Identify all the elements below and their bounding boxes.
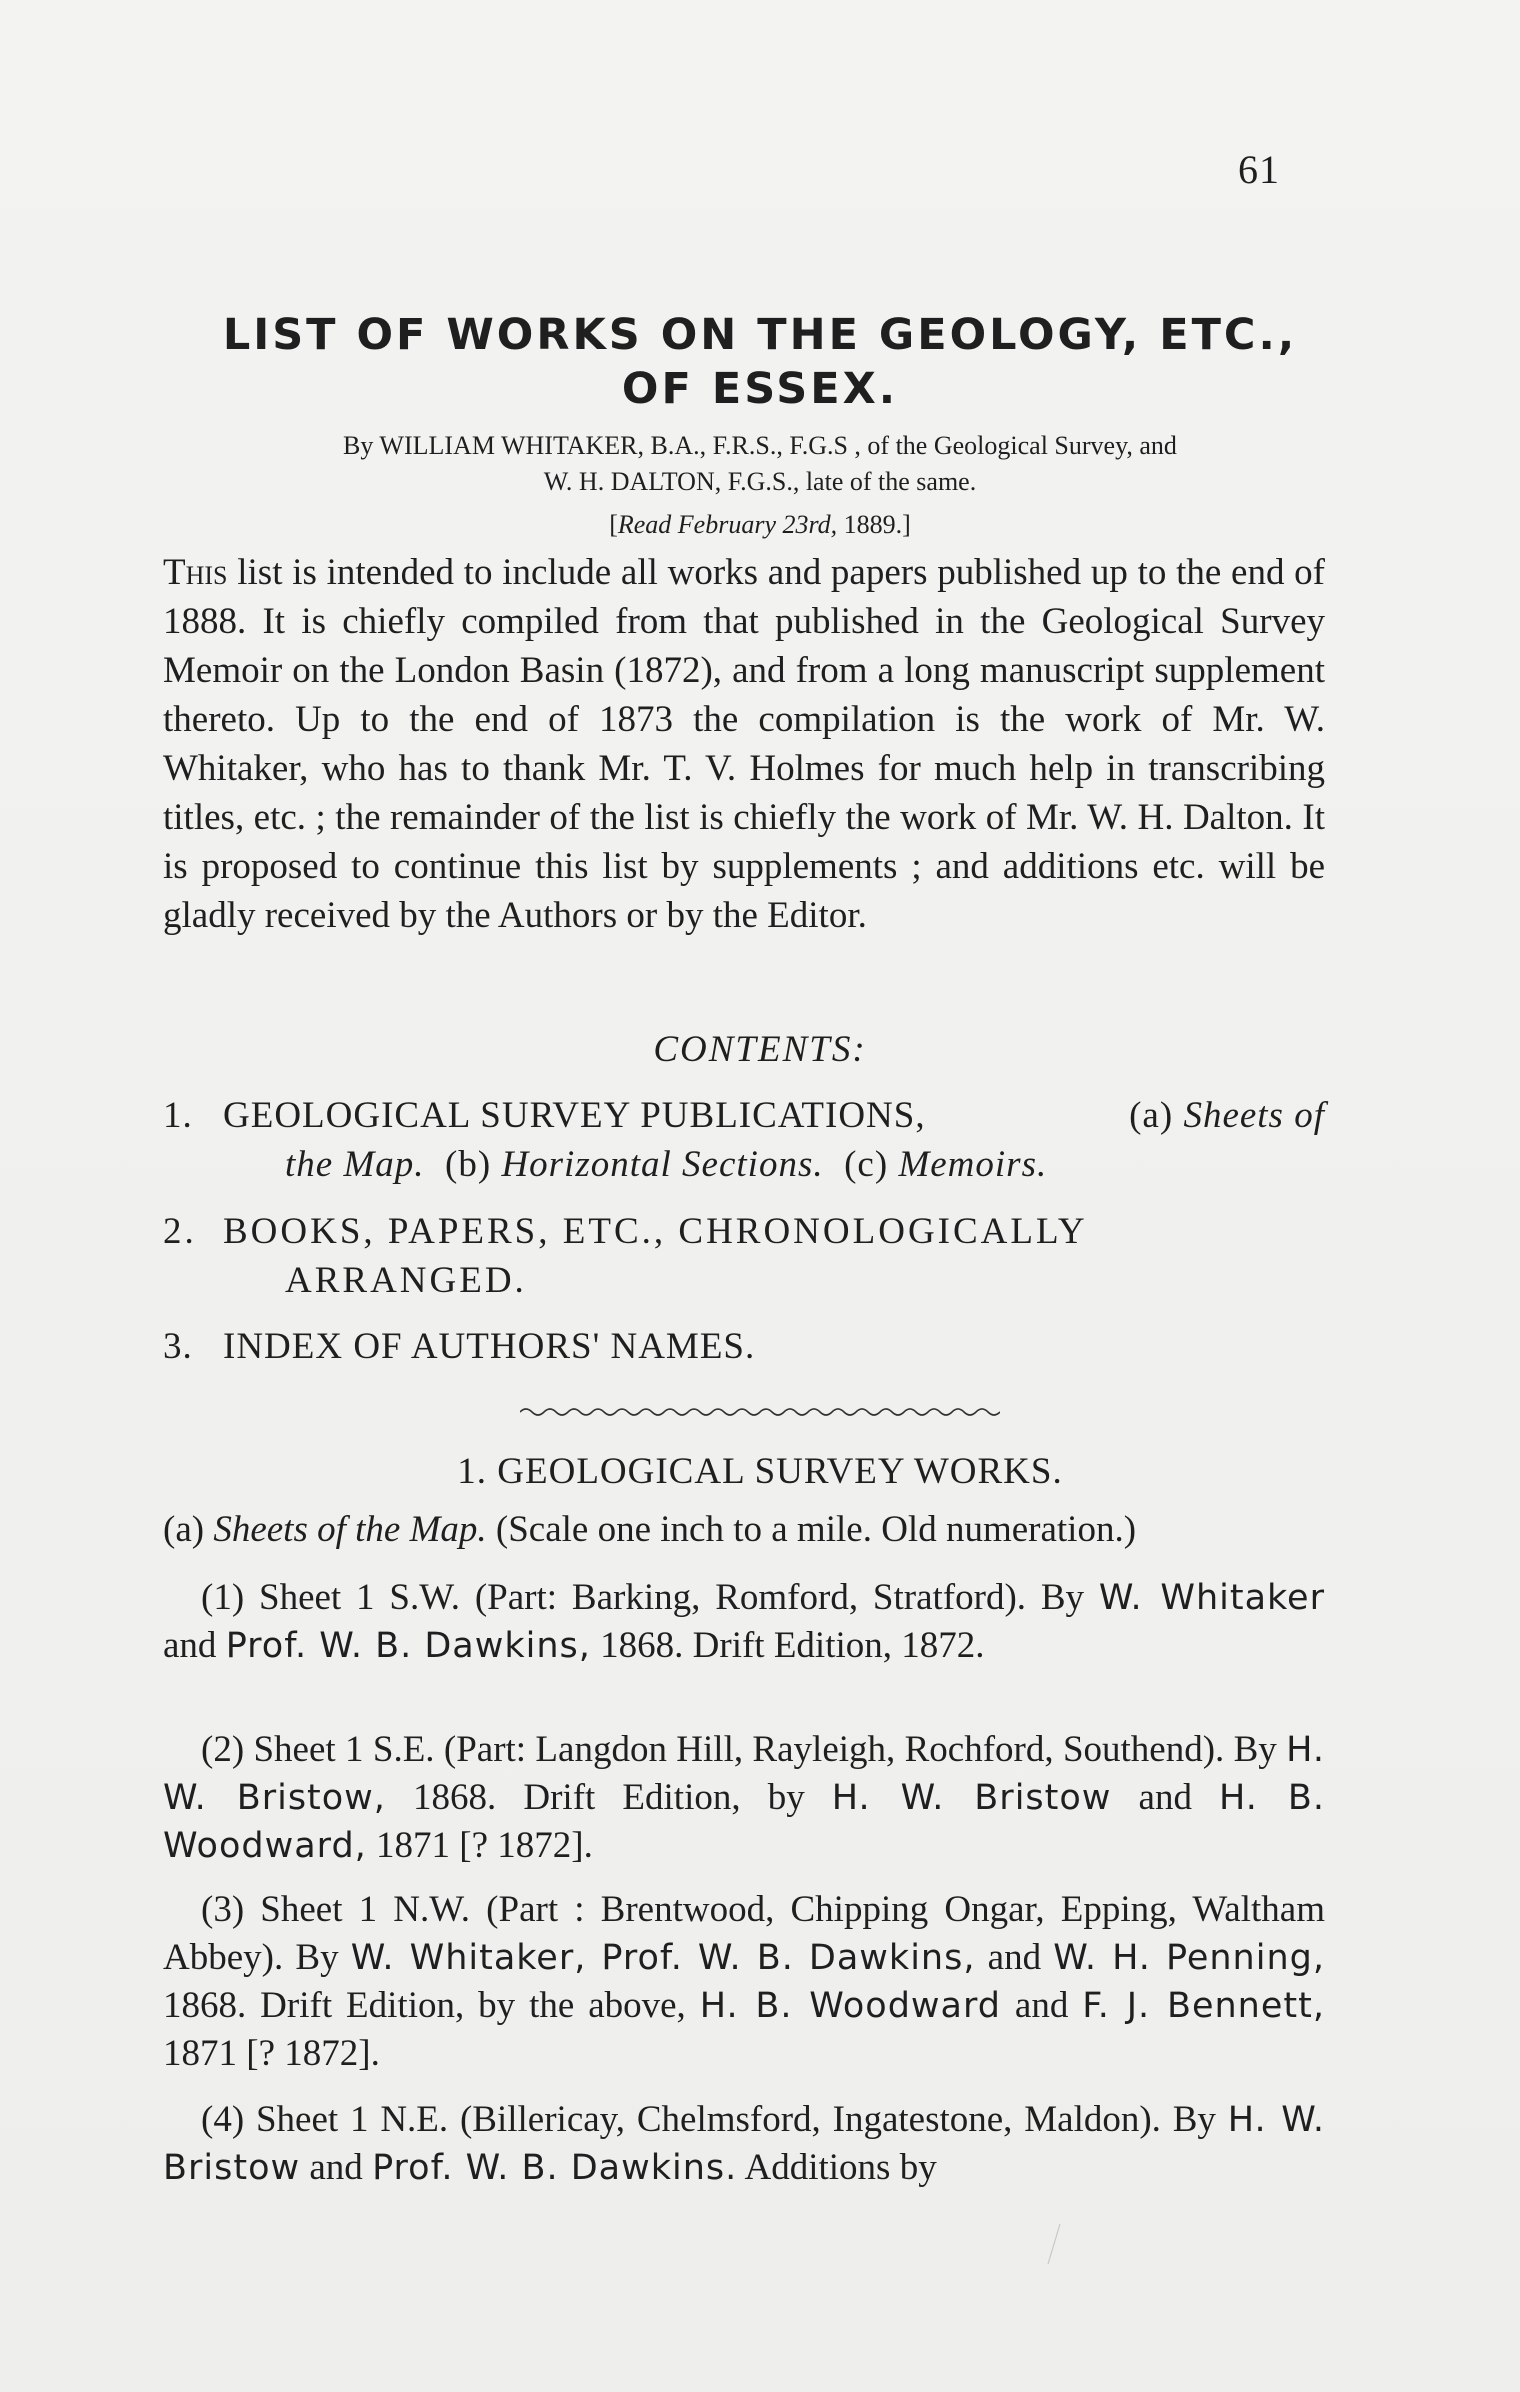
entry-text: 1868. Drift Edition, 1872. (590, 1625, 985, 1666)
contents-item-number: 2. (163, 1211, 197, 1252)
author-name: W. H. Penning, (1053, 1938, 1325, 1978)
contents-item-3 (163, 1322, 1325, 1371)
subheading-rest: (Scale one inch to a mile. Old numeration.) (486, 1509, 1137, 1550)
author-name: H. B. Woodward (699, 1986, 1001, 2026)
intro-text: list is intended to include all works and papers published up to the end of 1888. It is chiefly compiled from that published in the Geological Survey Memoir on the London Basin (1872), and from a long manuscript supplement thereto. Up to the end of 1873 the compilation is the work of Mr. W. Whitaker, who has to thank Mr. T. V. Holmes for much help in transcribing titles, etc. ; the remainder of the list is chiefly the work of Mr. W. H. Dalton. It is proposed to continue this list by supplements ; and additions etc. will be gladly received by the Authors or by the Editor. (163, 552, 1325, 936)
entry-4 (163, 2096, 1325, 2192)
entry-text: 1871 [? 1872]. (163, 2033, 380, 2074)
entry-2 (163, 1726, 1325, 1870)
title-line-2: OF ESSEX. (621, 364, 899, 414)
author-name: Prof. W. B. Dawkins, (225, 1626, 591, 1666)
author-name: H. W. Bristow (831, 1778, 1112, 1818)
sub-text-b: Horizontal Sections. (501, 1144, 824, 1185)
contents-item-1 (163, 1091, 1325, 1189)
page-number: 61 (1238, 147, 1280, 192)
read-date-italic: Read February 23rd, (617, 510, 838, 539)
author-name: H. W. Bristow (163, 2100, 1325, 2188)
article-title (150, 308, 1370, 416)
entry-1 (163, 1574, 1325, 1670)
scan-speck (1040, 2220, 1070, 2270)
sub-label-c: (c) (844, 1144, 889, 1185)
entry-text: (1) Sheet 1 S.W. (Part: Barking, Romford, Stratford). By (201, 1577, 1099, 1618)
entry-text: (2) Sheet 1 S.E. (Part: Langdon Hill, Rayleigh, Rochford, Southend). By (201, 1729, 1287, 1770)
contents-item-text: INDEX OF AUTHORS' NAMES. (223, 1326, 756, 1367)
entry-text: 1868. Drift Edition, by the above, (163, 1985, 700, 2026)
contents-item-number: 3. (163, 1326, 193, 1367)
sub-text-c: Memoirs. (898, 1144, 1048, 1185)
entry-text: (4) Sheet 1 N.E. (Billericay, Chelmsford, Ingatestone, Maldon). By (201, 2099, 1228, 2140)
entry-text: (3) Sheet 1 N.W. (Part : Brentwood, Chipping Ongar, Epping, Waltham Abbey). By (163, 1889, 1325, 1978)
sub-text-a: Sheets of (1183, 1095, 1325, 1136)
contents-item-number: 1. (163, 1095, 193, 1136)
read-date-year: 1889.] (837, 510, 911, 539)
author-name: W. Whitaker (1098, 1578, 1325, 1618)
entry-text: and (300, 2147, 373, 2188)
contents-heading: CONTENTS: (653, 1029, 867, 1070)
section-subheading (163, 1506, 1325, 1554)
byline-line-1: By WILLIAM WHITAKER, B.A., F.R.S., F.G.S , of the Geological Survey, and (343, 431, 1177, 460)
sub-label-a: (a) (1129, 1095, 1174, 1136)
author-name: H. W. Bristow, (163, 1730, 1325, 1818)
entry-text: 1868. Drift Edition, by (385, 1777, 832, 1818)
entry-text: and (975, 1937, 1054, 1978)
sub-label-b: (b) (445, 1144, 492, 1185)
section-heading: 1. GEOLOGICAL SURVEY WORKS. (457, 1451, 1063, 1492)
subheading-italic: Sheets of the Map. (213, 1509, 487, 1550)
author-name: F. J. Bennett, (1082, 1986, 1325, 2026)
read-date-open: [ (609, 510, 618, 539)
author-name: W. Whitaker, Prof. W. B. Dawkins, (350, 1938, 976, 1978)
contents-item-text: BOOKS, PAPERS, ETC., CHRONOLOGICALLY (223, 1211, 1088, 1252)
entry-text: and (1111, 1777, 1220, 1818)
author-name: Prof. W. B. Dawkins. (372, 2148, 738, 2188)
wavy-rule-ornament (520, 1400, 1000, 1420)
byline-line-2: W. H. DALTON, F.G.S., late of the same. (543, 467, 977, 496)
sub-text-a-cont: the Map. (285, 1144, 425, 1185)
contents-item-cont: ARRANGED. (285, 1260, 527, 1301)
entry-text: 1871 [? 1872]. (366, 1825, 593, 1866)
byline (150, 428, 1370, 500)
author-name: H. B. Woodward, (163, 1778, 1325, 1866)
entry-3 (163, 1886, 1325, 2078)
entry-text: Additions by (737, 2147, 937, 2188)
intro-paragraph (163, 548, 1325, 940)
contents-item-2 (163, 1207, 1325, 1305)
entry-text: and (163, 1625, 226, 1666)
subheading-label: (a) (163, 1509, 205, 1550)
entry-text: and (1000, 1985, 1083, 2026)
intro-first-word: This (163, 552, 228, 593)
contents-item-text: GEOLOGICAL SURVEY PUBLICATIONS, (223, 1095, 926, 1136)
read-date (150, 510, 1370, 540)
title-line-1: LIST OF WORKS ON THE GEOLOGY, ETC., (222, 310, 1298, 360)
